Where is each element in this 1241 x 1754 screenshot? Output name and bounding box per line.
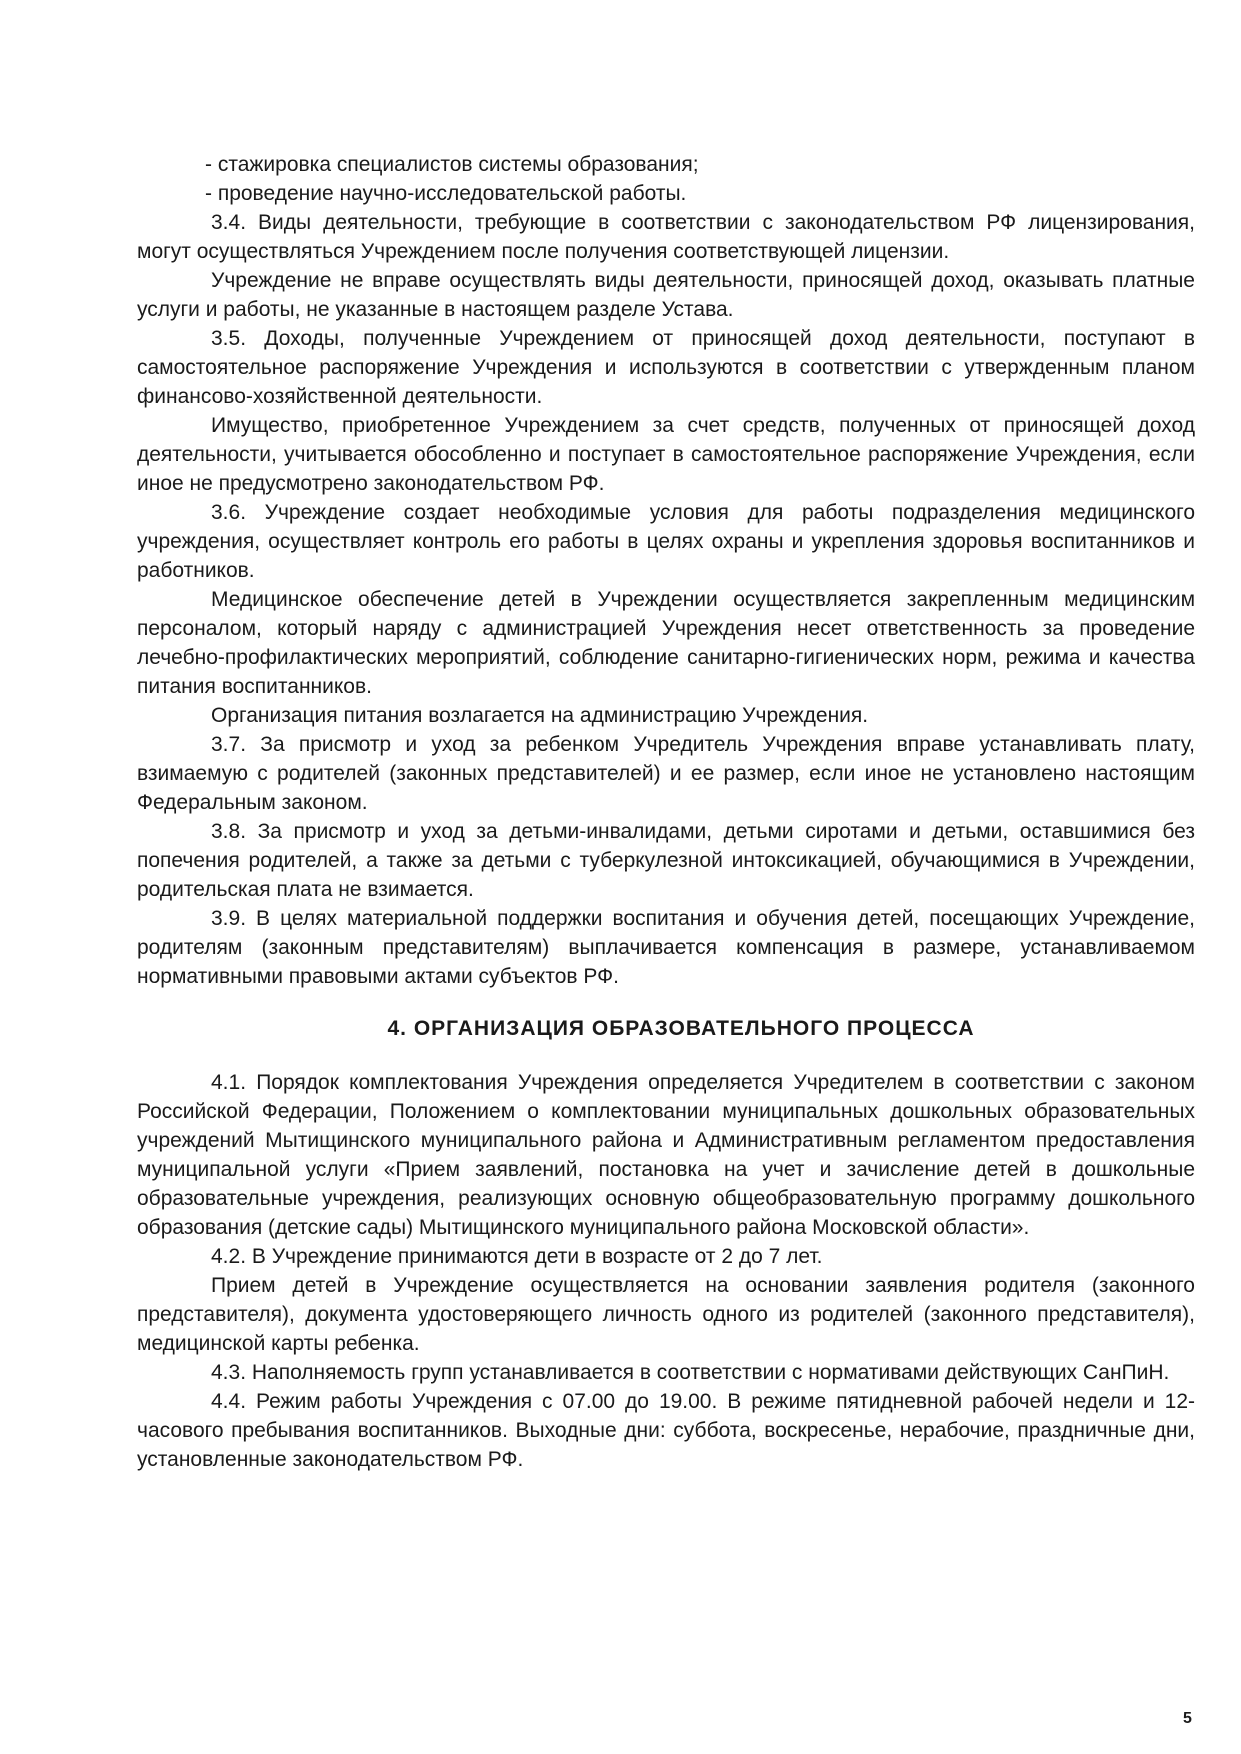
paragraph-3-4: 3.4. Виды деятельности, требующие в соответствии с законодательством РФ лицензирования, могут осуществляться Учреждением после получения соответствующей лицензии. bbox=[137, 211, 1195, 263]
paragraph-3-6: 3.6. Учреждение создает необходимые условия для работы подразделения медицинского учреждения, осуществляет контроль его работы в целях охраны и укрепления здоровья воспитанников и работников. bbox=[137, 501, 1195, 582]
document-page bbox=[137, 150, 1195, 1474]
paragraph-3-8: 3.8. За присмотр и уход за детьми-инвалидами, детьми сиротами и детьми, оставшимися без попечения родителей, а также за детьми с туберкулезной интоксикацией, обучающимися в Учреждении, родительская плата не взимается. bbox=[137, 820, 1195, 901]
paragraph-4-3: 4.3. Наполняемость групп устанавливается в соответствии с нормативами действующих СанПиН. bbox=[211, 1361, 1170, 1384]
paragraph-3-7: 3.7. За присмотр и уход за ребенком Учредитель Учреждения вправе устанавливать плату, взимаемую с родителей (законных представителей) и ее размер, если иное не установлено настоящим Федеральным законом. bbox=[137, 733, 1195, 814]
paragraph-4-1: 4.1. Порядок комплектования Учреждения определяется Учредителем в соответствии с законом Российской Федерации, Положением о комплектовании муниципальных дошкольных образовательных учреждений Мытищинского муниципального района и Административным регламентом предоставления муниципальной услуги «Прием заявлений, постановка на учет и зачисление детей в дошкольные образовательные учреждения, реализующих основную общеобразовательную программу дошкольного образования (детские сады) Мытищинского муниципального района Московской области». bbox=[137, 1071, 1195, 1239]
list-item: - стажировка специалистов системы образования; bbox=[205, 153, 699, 176]
paragraph-4-4: 4.4. Режим работы Учреждения с 07.00 до 19.00. В режиме пятидневной рабочей недели и 12-часового пребывания воспитанников. Выходные дни: суббота, воскресенье, нерабочие, праздничные дни, установленные законодательством РФ. bbox=[137, 1390, 1195, 1471]
paragraph-3-5: 3.5. Доходы, полученные Учреждением от приносящей доход деятельности, поступают в самостоятельное распоряжение Учреждения и используются в соответствии с утвержденным планом финансово-хозяйственной деятельности. bbox=[137, 327, 1195, 408]
paragraph-3-5-continued: Имущество, приобретенное Учреждением за счет средств, полученных от приносящей доход деятельности, учитывается обособленно и поступает в самостоятельное распоряжение Учреждения, если иное не предусмотрено законодательством РФ. bbox=[137, 414, 1195, 495]
section-4-heading: 4. ОРГАНИЗАЦИЯ ОБРАЗОВАТЕЛЬНОГО ПРОЦЕССА bbox=[387, 1017, 975, 1040]
paragraph-4-2: 4.2. В Учреждение принимаются дети в возрасте от 2 до 7 лет. bbox=[211, 1245, 823, 1268]
list-item: - проведение научно-исследовательской работы. bbox=[205, 182, 687, 205]
paragraph-4-2-continued: Прием детей в Учреждение осуществляется на основании заявления родителя (законного представителя), документа удостоверяющего личность одного из родителей (законного представителя), медицинской карты ребенка. bbox=[137, 1274, 1195, 1355]
paragraph-3-9: 3.9. В целях материальной поддержки воспитания и обучения детей, посещающих Учреждение, родителям (законным представителям) выплачивается компенсация в размере, устанавливаемом нормативными правовыми актами субъектов РФ. bbox=[137, 907, 1195, 988]
paragraph-3-6-nutrition: Организация питания возлагается на администрацию Учреждения. bbox=[211, 704, 869, 727]
page-number: 5 bbox=[1183, 1710, 1192, 1727]
paragraph-3-4-continued: Учреждение не вправе осуществлять виды деятельности, приносящей доход, оказывать платные услуги и работы, не указанные в настоящем разделе Устава. bbox=[137, 269, 1195, 321]
paragraph-3-6-continued: Медицинское обеспечение детей в Учреждении осуществляется закрепленным медицинским персоналом, который наряду с администрацией Учреждения несет ответственность за проведение лечебно-профилактических мероприятий, соблюдение санитарно-гигиенических норм, режима и качества питания воспитанников. bbox=[137, 588, 1195, 698]
